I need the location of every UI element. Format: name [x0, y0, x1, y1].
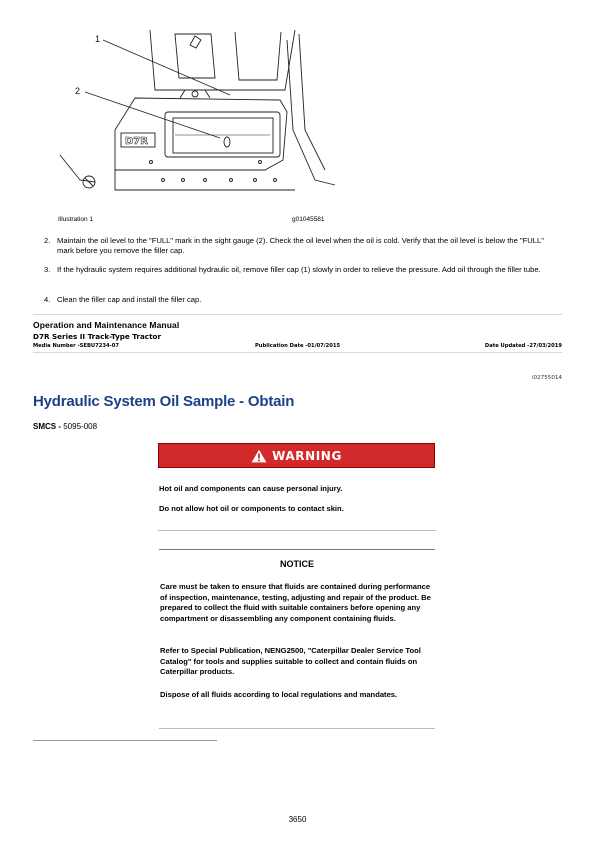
illustration	[55, 20, 525, 215]
step-text: Clean the filler cap and install the filler cap.	[57, 295, 202, 304]
notice-paragraph: Refer to Special Publication, NENG2500, "Caterpillar Dealer Service Tool Catalog" for tools and supplies suitable to collect and contain fluids on Caterpillar products.	[160, 646, 421, 676]
step-number: 2.	[44, 236, 51, 245]
step-number: 4.	[44, 295, 51, 304]
smcs-value: 5095-008	[63, 422, 98, 431]
date-updated: Date Updated -27/03/2019	[484, 343, 562, 349]
notice-title: NOTICE	[279, 559, 314, 569]
step-number: 3.	[44, 265, 51, 274]
illustration-badge: D7R	[125, 136, 148, 147]
footnote-rule	[33, 740, 217, 741]
smcs-code	[33, 422, 97, 431]
warning-text: Hot oil and components can cause personal injury.	[159, 484, 343, 493]
publication-date: Publication Date -01/07/2015	[255, 343, 341, 349]
section-title: Hydraulic System Oil Sample - Obtain	[33, 393, 295, 410]
illustration-caption-code: g01045581	[292, 216, 325, 223]
notice-top-rule	[159, 549, 435, 550]
warning-banner	[158, 443, 435, 468]
divider	[158, 530, 436, 531]
divider	[159, 728, 435, 729]
manual-title: Operation and Maintenance Manual	[33, 320, 180, 330]
callout-2: 2	[75, 86, 81, 96]
divider	[33, 314, 562, 315]
callout-1: 1	[95, 34, 101, 44]
notice-paragraph: Care must be taken to ensure that fluids are contained during performance of inspection, maintenance, testing, adjusting and repair of the product. Be prepared to collect the fluid with suitable containers before opening any compartment or disassembling any component containing fluids.	[160, 582, 431, 623]
smcs-label: SMCS -	[33, 422, 61, 431]
step-text: Maintain the oil level to the "FULL" mark in the sight gauge (2). Check the oil level when the oil is cold. Verify that the oil level is below the "FULL" mark before you remove the filler cap.	[57, 236, 544, 255]
illustration-caption-label: Illustration 1	[58, 216, 94, 223]
notice-paragraph: Dispose of all fluids according to local regulations and mandates.	[160, 690, 398, 699]
warning-triangle-icon	[251, 449, 267, 463]
page-number: 3650	[288, 815, 307, 824]
document-id: i02755014	[531, 375, 562, 381]
model-name: D7R Series II Track-Type Tractor	[33, 332, 161, 341]
divider	[33, 352, 562, 353]
warning-text: Do not allow hot oil or components to contact skin.	[159, 504, 344, 513]
media-number: Media Number -SEBU7234-07	[33, 343, 119, 349]
warning-label: WARNING	[272, 448, 342, 463]
step-text: If the hydraulic system requires additional hydraulic oil, remove filler cap (1) slowly in order to relieve the pressure. Add oil through the filler tube.	[57, 265, 541, 274]
